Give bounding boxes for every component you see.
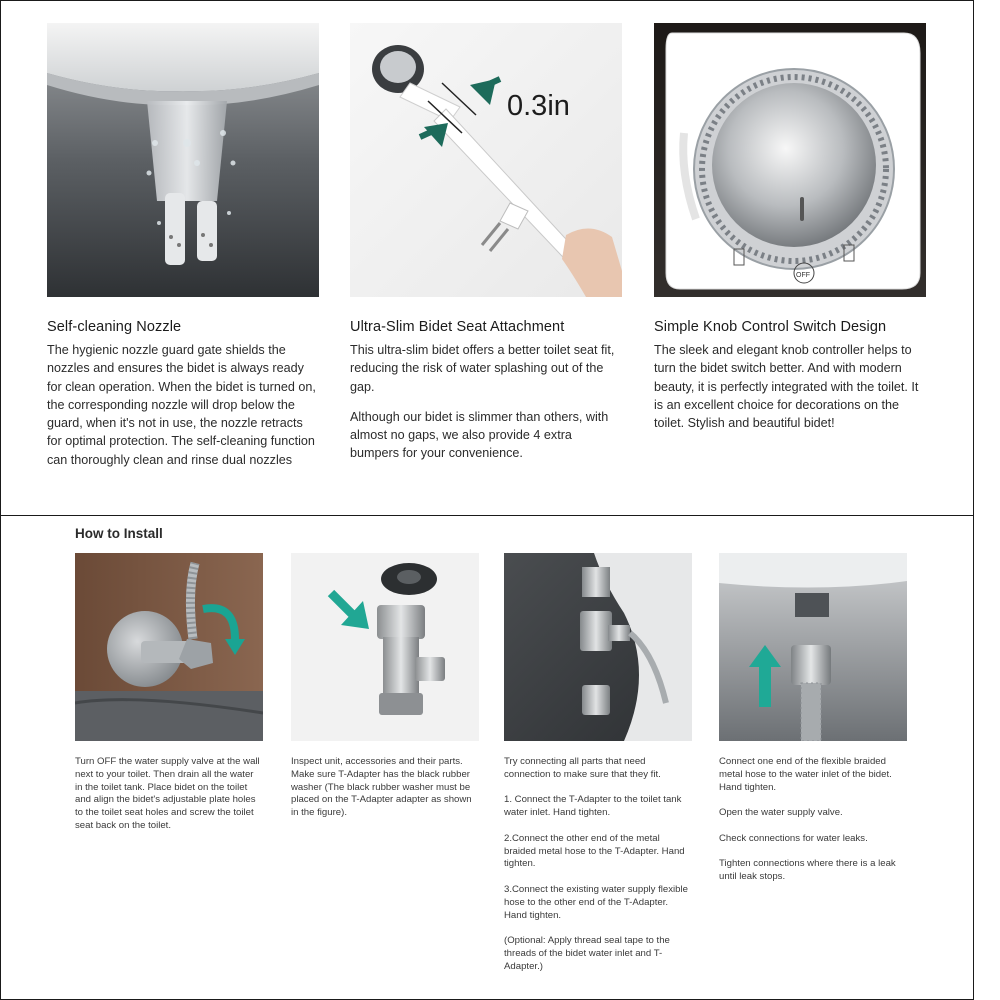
step-paragraph: 3.Connect the existing water supply flexible hose to the other end of the T-Adapter. Hand tighten.: [504, 883, 688, 921]
feature-description: The sleek and elegant knob controller helps to turn the bidet switch better. And with modern beauty, it is perfectly integrated with the toilet. It is an excellent choice for decorations on the toilet. Stylish and beautiful bidet!: [654, 343, 919, 431]
step-text: [291, 756, 479, 820]
step-paragraph: (Optional: Apply thread seal tape to the threads of the bidet water inlet and T-Adapter.): [504, 935, 670, 972]
step-paragraph: Connect one end of the flexible braided metal hose to the water inlet of the bidet. Hand tighten.: [719, 756, 892, 793]
step-text: [719, 756, 907, 884]
step-paragraph: Check connections for water leaks.: [719, 832, 868, 844]
feature-title: Simple Knob Control Switch Design: [654, 319, 887, 335]
feature-ultra-slim: [350, 23, 622, 463]
step-paragraph: 1. Connect the T-Adapter to the toilet tank water inlet. Hand tighten.: [504, 794, 682, 819]
connect-parts-image: [504, 553, 692, 741]
step-paragraph: Tighten connections where there is a leak until leak stops.: [719, 858, 896, 883]
feature-description: Although our bidet is slimmer than others, with almost no gaps, we also provide 4 extra bumpers for your convenience.: [350, 409, 609, 461]
knob-off-label: OFF: [796, 272, 810, 279]
install-step-1: [75, 553, 263, 833]
feature-title: Ultra-Slim Bidet Seat Attachment: [350, 319, 565, 335]
feature-description: This ultra-slim bidet offers a better toilet seat fit, reducing the risk of water splashing out of the gap.: [350, 343, 615, 394]
step-paragraph: Open the water supply valve.: [719, 807, 843, 819]
step-text: [504, 756, 692, 974]
step-paragraph: 2.Connect the other end of the metal braided metal hose to the T-Adapter. Hand tighten.: [504, 832, 685, 870]
water-valve-image: [75, 553, 263, 741]
nozzle-image: [47, 23, 319, 297]
feature-title: Self-cleaning Nozzle: [47, 319, 182, 335]
slim-attachment-image: [350, 23, 622, 297]
t-adapter-image: [291, 553, 479, 741]
knob-image: [654, 23, 926, 297]
feature-knob-control: [654, 23, 926, 432]
install-step-3: [504, 553, 692, 974]
thickness-label: 0.3in: [507, 90, 570, 122]
feature-self-cleaning: [47, 23, 319, 469]
feature-description: The hygienic nozzle guard gate shields the nozzles and ensures the bidet is always ready for clean operation. When the bidet is turned on, the corresponding nozzle will drop below the guard, when it's not in use, the nozzle retracts for optimal protection. The self-cleaning function can thoroughly clean and rinse dual nozzles: [47, 343, 316, 467]
step-paragraph: Turn OFF the water supply valve at the wall next to your toilet. Then drain all the water in the toilet tank. Place bidet on the toilet and align the bidet's adjustable plate holes to the toilet seat holes and screw the toilet seat back on the toilet.: [75, 756, 260, 831]
step-paragraph: Inspect unit, accessories and their parts. Make sure T-Adapter has the black rubber washer (The black rubber washer must be placed on the T-Adapter adapter as shown in the figure).: [291, 756, 472, 819]
install-title: How to Install: [75, 526, 163, 541]
water-inlet-image: [719, 553, 907, 741]
install-panel: [0, 515, 974, 1000]
install-step-4: [719, 553, 907, 884]
install-step-2: [291, 553, 479, 820]
step-paragraph: Try connecting all parts that need connection to make sure that they fit.: [504, 756, 661, 780]
step-text: [75, 756, 263, 833]
